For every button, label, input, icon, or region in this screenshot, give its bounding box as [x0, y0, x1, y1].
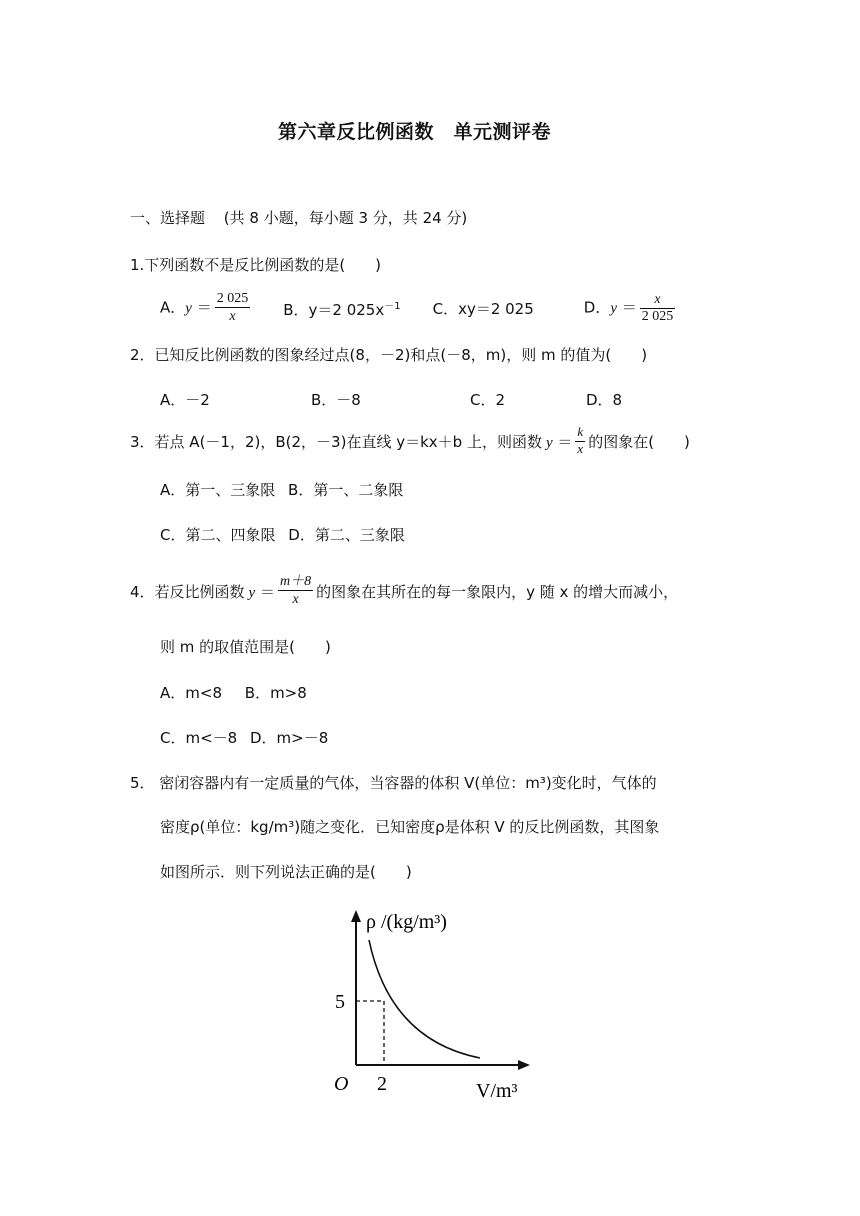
q2-option-c[interactable]: C．2: [470, 391, 506, 409]
question-2-stem: 2．已知反比例函数的图象经过点(8，－2)和点(－8，m)，则 m 的值为( ): [130, 346, 648, 364]
q3-option-a[interactable]: A．第一、三象限: [160, 481, 276, 499]
question-5-line-1: 5． 密闭容器内有一定质量的气体，当容器的体积 V(单位：m³)变化时，气体的: [130, 774, 657, 792]
q4-option-d[interactable]: D．m>－8: [249, 729, 329, 747]
question-5-line-3: 如图所示．则下列说法正确的是( ): [160, 863, 412, 881]
q3-option-c[interactable]: C．第二、四象限: [160, 526, 276, 544]
q1-option-a[interactable]: A．y ＝ $\frac{2 025}{x}$: [160, 290, 249, 324]
q2-option-b[interactable]: B．－8: [311, 391, 361, 409]
q3-option-d[interactable]: D．第二、三象限: [288, 526, 405, 544]
density-volume-graph: [320, 900, 550, 1110]
x-axis-label: V/m³: [476, 1080, 518, 1102]
question-3-stem: 3．若点 A(－1，2)，B(2，－3)在直线 y＝kx＋b 上，则函数 y ＝ $\frac{k}{x}$ 的图象在( ): [130, 423, 690, 456]
y-axis-arrow: [351, 910, 361, 922]
origin-label: O: [334, 1073, 349, 1095]
question-3-options-row2: [160, 524, 405, 545]
x-tick-label: 2: [377, 1073, 387, 1095]
q2-option-d[interactable]: D．8: [586, 391, 623, 409]
question-4-stem-cont: 则 m 的取值范围是( ): [160, 638, 331, 656]
q1-option-b[interactable]: B．y＝2 $025x^{-1}$: [283, 300, 401, 319]
question-4-stem: 4．若反比例函数 y ＝ $\frac{m+8}{x}$ 的图象在其所在的每一象限内，y 随 x 的增大而减小，: [130, 573, 679, 607]
question-4-options-row2: [160, 727, 328, 748]
question-4-options-row1: [160, 682, 307, 703]
section-header: [130, 207, 467, 228]
q4-option-b[interactable]: B．m>8: [244, 684, 307, 702]
x-axis-arrow: [518, 1060, 530, 1070]
q1-option-c[interactable]: C．xy＝2 025: [432, 299, 534, 318]
page-title: 第六章反比例函数 单元测评卷: [278, 121, 552, 143]
section-label: 一、选择题: [130, 209, 206, 227]
y-tick-label: 5: [335, 991, 345, 1013]
question-5-line-2: 密度ρ(单位：kg/m³)随之变化．已知密度ρ是体积 V 的反比例函数，其图象: [160, 818, 660, 836]
section-info: (共 8 小题，每小题 3 分，共 24 分): [223, 209, 468, 227]
y-axis-label: ρ /(kg/m³): [366, 911, 447, 933]
q2-option-a[interactable]: A．－2: [160, 391, 210, 409]
question-3-options-row1: [160, 479, 403, 500]
question-1-stem: 1.下列函数不是反比例函数的是( ): [130, 256, 382, 274]
inverse-curve: [369, 940, 480, 1058]
q3-option-b[interactable]: B．第一、二象限: [288, 481, 404, 499]
q4-option-a[interactable]: A．m<8: [160, 684, 222, 702]
question-1-options: [160, 286, 678, 330]
q4-option-c[interactable]: C．m<－8: [160, 729, 238, 747]
q1-option-d[interactable]: D．y ＝ $\frac{x}{2 025}$: [583, 291, 674, 324]
question-2-options: [160, 389, 760, 411]
